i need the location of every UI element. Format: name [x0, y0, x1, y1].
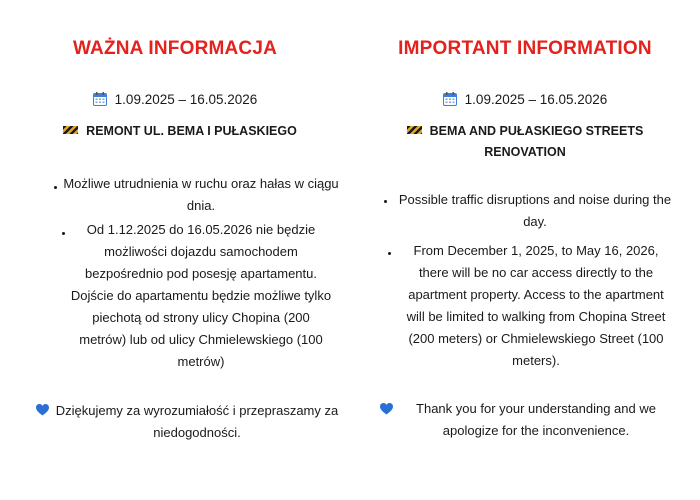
- subtitle-english: [390, 121, 660, 163]
- construction-barrier-icon: [63, 126, 78, 134]
- page-title-polish: WAŻNA INFORMACJA: [72, 38, 278, 59]
- bullet-dot: [62, 232, 65, 235]
- bullet-item-2: Od 1.12.2025 do 16.05.2026 nie będzie możliwości dojazdu samochodem bezpośrednio pod posesję apartamentu. Dojście do apartamentu będzie możliwe tylko piechotą od strony ulicy Chopina (200 metrów) lub od ulicy Chmielewskiego (100 metrów): [70, 222, 332, 369]
- bullet-item-1: Possible traffic disruptions and noise during the day.: [398, 192, 672, 229]
- construction-barrier-icon: [407, 126, 422, 134]
- subtitle-polish: [30, 121, 330, 142]
- thanks-message-english: Thank you for your understanding and we apologize for the inconvenience.: [416, 401, 656, 438]
- date-range-text: 1.09.2025 – 16.05.2026: [464, 92, 608, 107]
- date-range-text: 1.09.2025 – 16.05.2026: [114, 92, 258, 107]
- blue-heart-icon: [380, 403, 393, 415]
- bullet-item-1: Możliwe utrudnienia w ruchu oraz hałas w ciągu dnia.: [63, 176, 339, 213]
- calendar-icon: [93, 92, 107, 106]
- blue-heart-icon: [36, 404, 49, 416]
- calendar-icon: [443, 92, 457, 106]
- date-range-polish: [0, 92, 350, 107]
- page-title-english: IMPORTANT INFORMATION: [398, 38, 652, 59]
- bullet-item-2: From December 1, 2025, to May 16, 2026, there will be no car access directly to the apartment property. Access to the apartment will be limited to walking from Chopina Street (200 meters) or Chmielewskiego Street (100 meters).: [406, 243, 666, 368]
- date-range-english: [350, 92, 700, 107]
- bullet-dot: [384, 200, 387, 203]
- bullet-dot: [388, 252, 391, 255]
- english-column: [350, 0, 700, 500]
- subtitle-text: REMONT UL. BEMA I PUŁASKIEGO: [86, 124, 297, 138]
- bullet-dot: [54, 186, 57, 189]
- subtitle-text: BEMA AND PUŁASKIEGO STREETS RENOVATION: [429, 124, 644, 159]
- thanks-message-polish: Dziękujemy za wyrozumiałość i przepraszamy za niedogodności.: [55, 403, 339, 440]
